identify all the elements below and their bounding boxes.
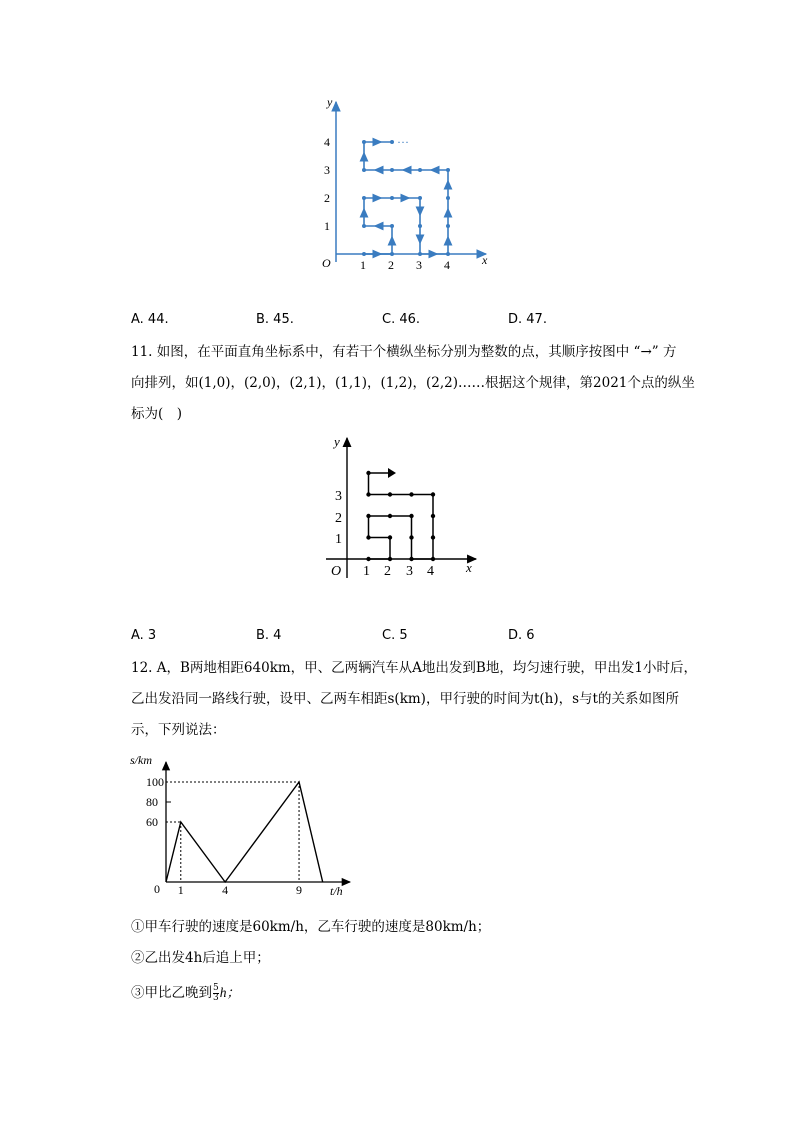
q11-option-d[interactable]: D. 6: [508, 628, 535, 643]
origin-label: 0: [154, 882, 160, 896]
y-tick-label: 80: [146, 795, 158, 809]
x-axis-label: x: [466, 560, 472, 575]
x-tick-label: 9: [296, 883, 303, 897]
arrow-head: [388, 468, 396, 478]
y-tick-label: 60: [146, 815, 158, 829]
x-tick-1: 1: [360, 258, 366, 272]
fraction-denominator: 3: [213, 993, 219, 1003]
q10-option-a[interactable]: A. 44.: [131, 312, 169, 327]
q11-line-1: 11. 如图，在平面直角坐标系中，有若干个横纵坐标分别为整数的点，其顺序按图中 “→” 方: [131, 344, 677, 360]
y-tick-3: 3: [335, 489, 342, 504]
x-tick-label: 4: [222, 883, 229, 897]
x-tick-label: 1: [177, 883, 184, 897]
q10-option-d[interactable]: D. 47.: [508, 312, 547, 327]
y-axis-label: y: [327, 95, 333, 109]
spiral-path: [369, 473, 434, 559]
statement-1: ①甲车行驶的速度是60km/h，乙车行驶的速度是80km/h；: [131, 919, 491, 935]
origin-label: O: [322, 256, 331, 270]
statement-2: ②乙出发4h后追上甲；: [131, 950, 270, 966]
y-axis-label: s/km: [130, 753, 152, 767]
y-axis-label: y: [334, 434, 340, 449]
fraction: [213, 984, 219, 1003]
y-tick-1: 1: [335, 532, 342, 547]
fraction-unit: h；: [219, 985, 240, 1000]
q12-line-1: 12. A，B两地相距640km，甲、乙两辆汽车从A地出发到B地，均匀速行驶，甲出发1小时后，: [131, 660, 697, 676]
fraction-numerator: 5: [213, 983, 219, 993]
x-tick-2: 2: [384, 564, 391, 579]
q11-line-2: 向排列，如(1,0)，(2,0)，(2,1)，(1,1)，(1,2)，(2,2)……根据这个规律，第2021个点的纵坐: [131, 375, 695, 391]
spiral-figure-1: [300, 92, 500, 272]
q12-line-2: 乙出发沿同一路线行驶，设甲、乙两车相距s(km)，甲行驶的时间为t(h)，s与t的关系如图所: [131, 691, 679, 707]
x-tick-4: 4: [427, 564, 434, 579]
y-tick-3: 3: [324, 163, 330, 177]
origin-label: O: [331, 564, 342, 579]
q11-option-b[interactable]: B. 4: [256, 628, 282, 643]
q11-option-c[interactable]: C. 5: [382, 628, 408, 643]
y-tick-4: 4: [324, 135, 330, 149]
y-tick-2: 2: [324, 191, 330, 205]
y-tick-2: 2: [335, 511, 342, 526]
statement-3-text: ③甲比乙晚到: [131, 985, 212, 1001]
ellipsis: ···: [397, 135, 409, 149]
x-tick-2: 2: [388, 258, 394, 272]
x-tick-4: 4: [444, 258, 450, 272]
q12-line-3: 示，下列说法：: [131, 722, 226, 738]
q10-option-b[interactable]: B. 45.: [256, 312, 294, 327]
spiral-path: [364, 142, 448, 254]
x-tick-1: 1: [363, 564, 370, 579]
q11-option-a[interactable]: A. 3: [131, 628, 157, 643]
y-tick-1: 1: [324, 219, 330, 233]
distance-time-chart: [120, 752, 360, 902]
y-tick-label: 100: [146, 775, 164, 789]
x-tick-3: 3: [406, 564, 413, 579]
spiral-figure-2: [320, 432, 490, 582]
statement-3: [131, 983, 240, 1003]
x-tick-3: 3: [416, 258, 422, 272]
q11-line-3: 标为( ): [131, 406, 183, 422]
q10-option-c[interactable]: C. 46.: [382, 312, 421, 327]
x-axis-label: t/h: [330, 884, 343, 898]
x-axis-label: x: [482, 253, 488, 267]
